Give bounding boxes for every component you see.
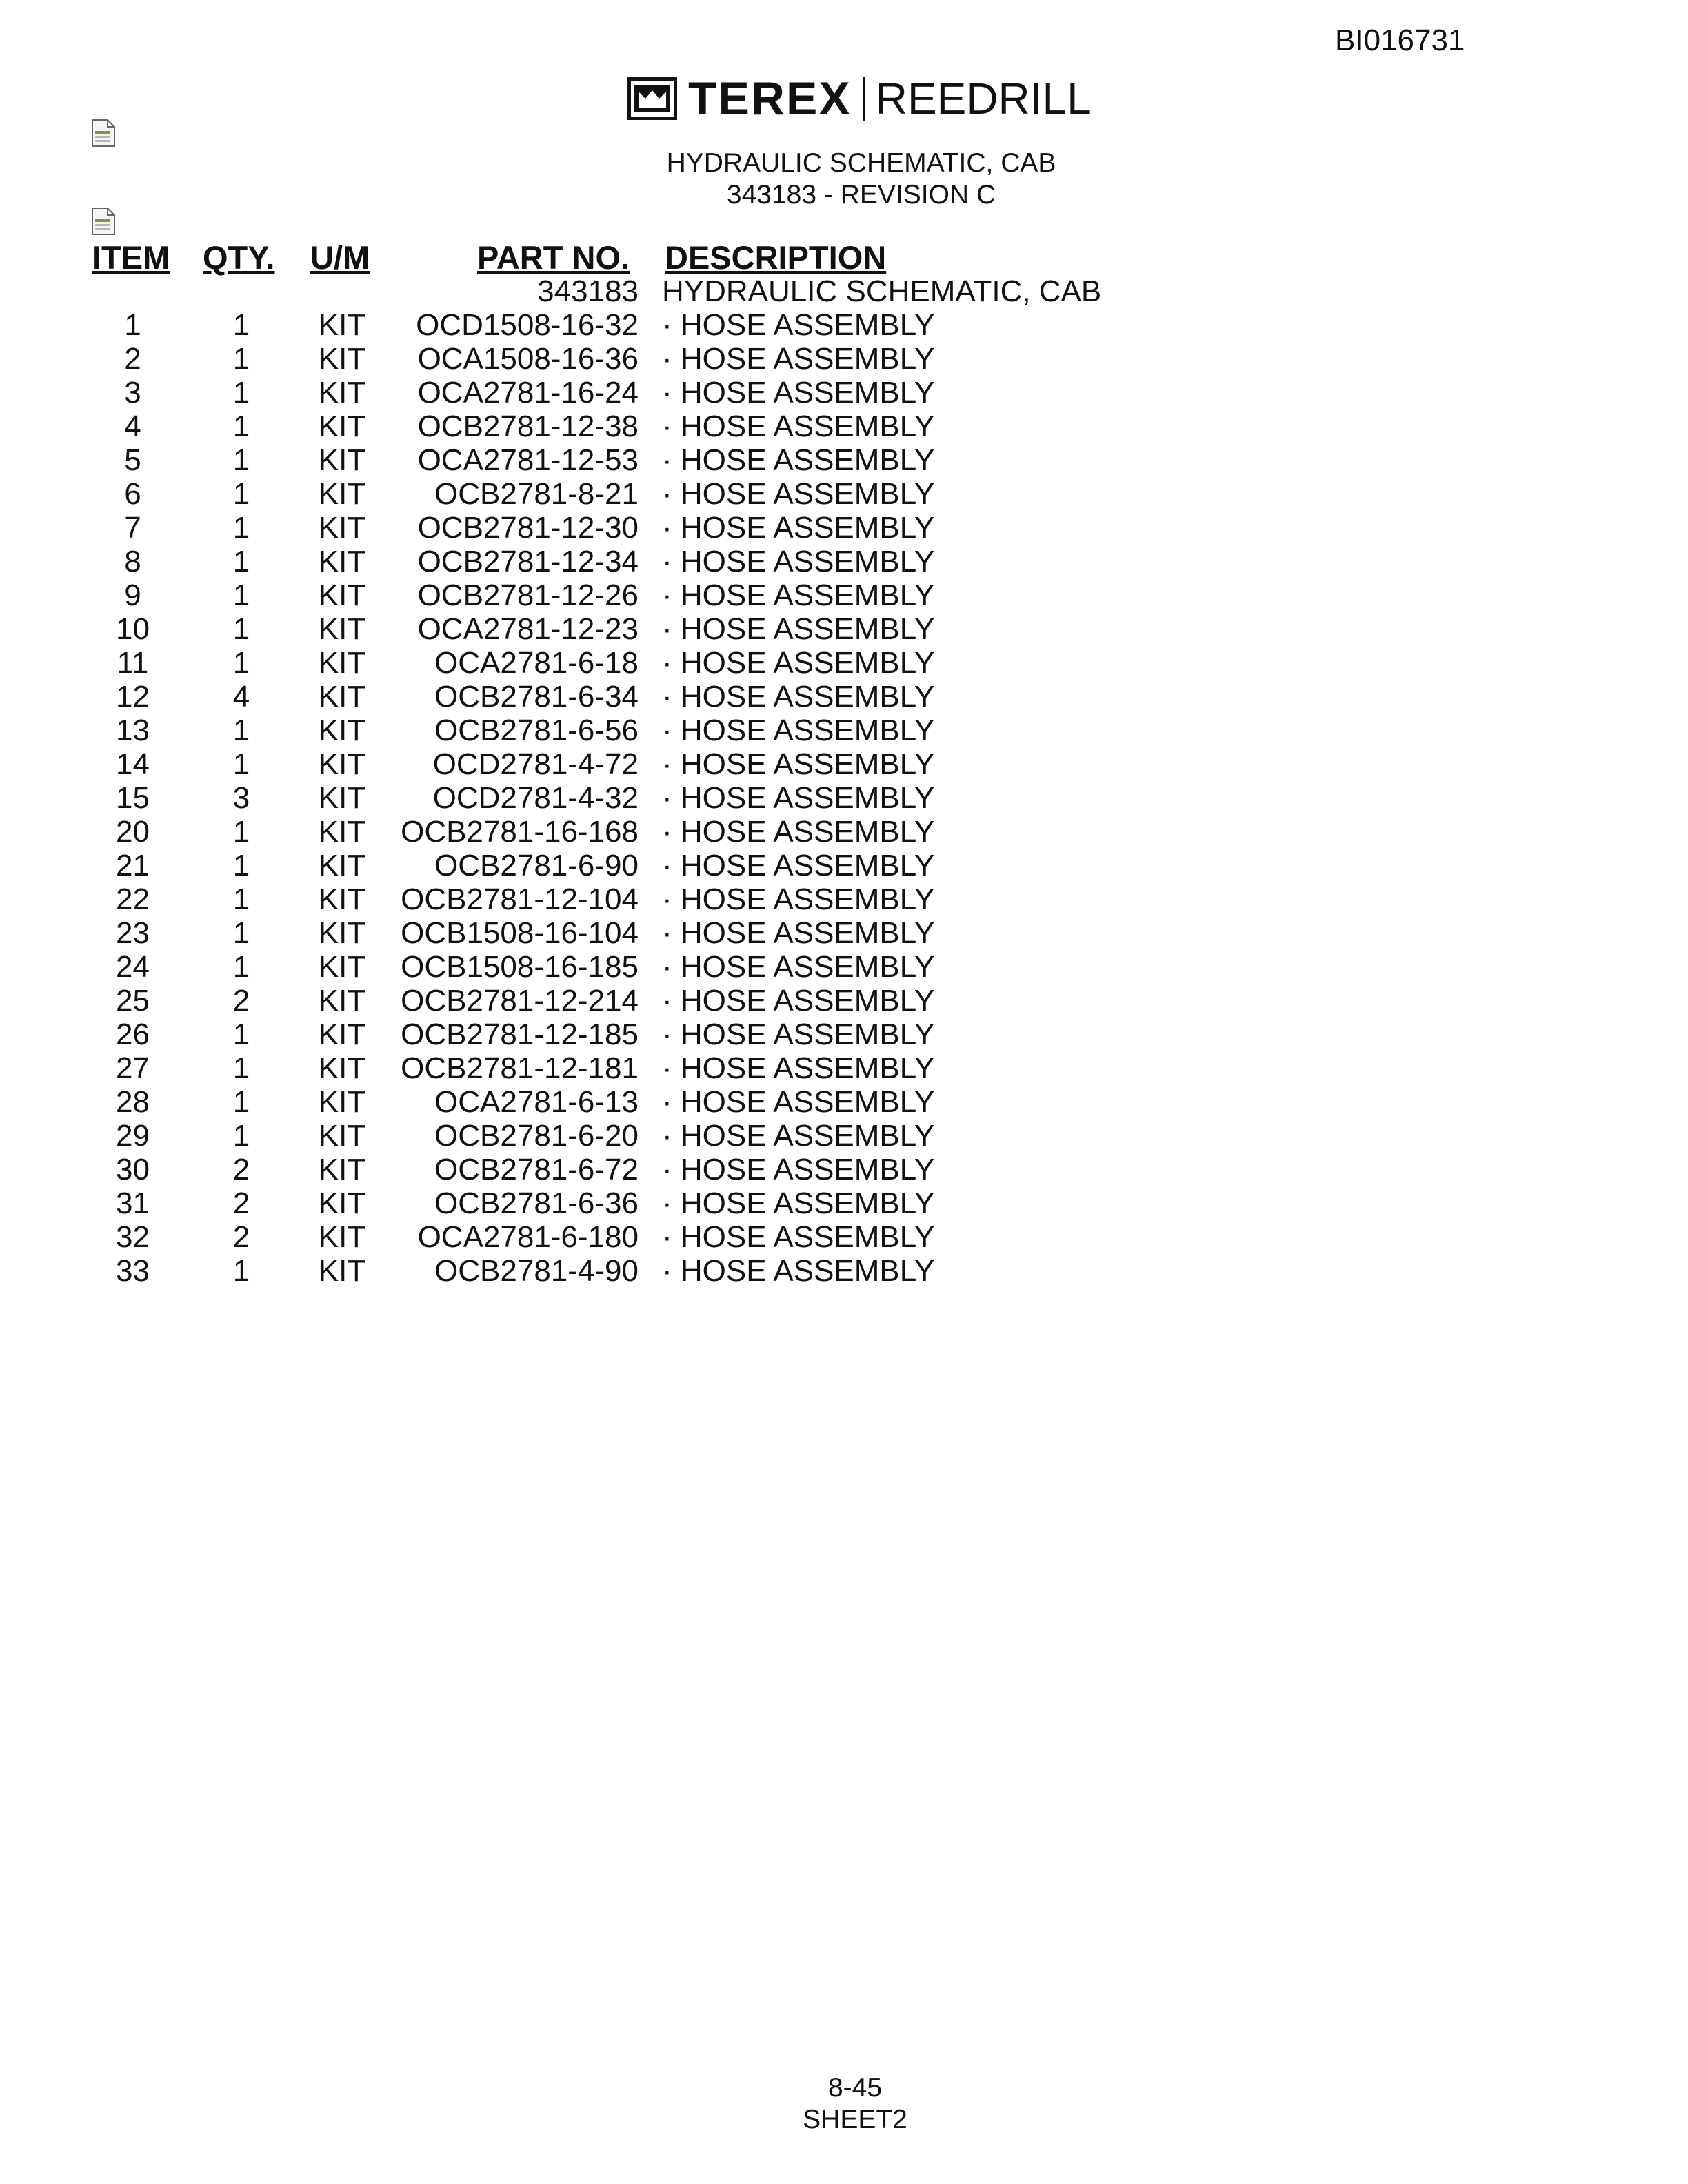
table-row [0, 950, 1688, 984]
header-um: U/M [310, 239, 370, 276]
table-row [0, 680, 1688, 714]
document-title [0, 148, 1688, 211]
item-number: 4 [124, 410, 141, 443]
part-number: OCB2781-12-185 [401, 1018, 639, 1051]
quantity: 1 [232, 578, 250, 612]
document-icon[interactable] [91, 119, 116, 148]
unit-of-measure: KIT [318, 950, 366, 984]
table-row [0, 578, 1688, 612]
unit-of-measure: KIT [318, 1018, 366, 1051]
item-number: 24 [116, 950, 150, 984]
quantity: 2 [232, 1153, 250, 1186]
quantity: 1 [232, 950, 250, 984]
item-number: 26 [116, 1018, 150, 1051]
part-number: OCB2781-6-36 [434, 1186, 639, 1220]
description: · HOSE ASSEMBLY [662, 815, 935, 849]
description: · HOSE ASSEMBLY [662, 578, 935, 612]
table-row [0, 308, 1688, 342]
quantity: 1 [232, 916, 250, 950]
part-number: OCA2781-12-53 [417, 443, 639, 477]
quantity: 1 [232, 646, 250, 680]
description: · HOSE ASSEMBLY [662, 646, 935, 680]
quantity: 1 [232, 511, 250, 545]
item-number: 8 [124, 545, 141, 578]
unit-of-measure: KIT [318, 781, 366, 815]
description: · HOSE ASSEMBLY [662, 747, 935, 781]
logo-divider [863, 77, 865, 121]
crown-icon [627, 77, 677, 120]
item-number: 23 [116, 916, 150, 950]
parent-part-no: 343183 [537, 274, 639, 308]
quantity: 1 [232, 376, 250, 410]
table-row [0, 714, 1688, 747]
terex-reedrill-logo [627, 74, 1092, 123]
header-qty: QTY. [203, 239, 275, 276]
unit-of-measure: KIT [318, 714, 366, 747]
table-row [0, 1085, 1688, 1119]
quantity: 1 [232, 815, 250, 849]
part-number: OCA2781-6-180 [417, 1220, 639, 1254]
item-number: 33 [116, 1254, 150, 1288]
table-row [0, 747, 1688, 781]
description: · HOSE ASSEMBLY [662, 714, 935, 747]
unit-of-measure: KIT [318, 443, 366, 477]
table-row [0, 781, 1688, 815]
sheet-label: SHEET2 [803, 2105, 907, 2134]
parts-rows [0, 308, 1688, 1288]
part-number: OCD2781-4-32 [432, 781, 639, 815]
part-number: OCA2781-12-23 [417, 612, 639, 646]
part-number: OCB2781-12-26 [417, 578, 639, 612]
table-row [0, 916, 1688, 950]
table-row [0, 410, 1688, 443]
part-number: OCD2781-4-72 [432, 747, 639, 781]
unit-of-measure: KIT [318, 646, 366, 680]
unit-of-measure: KIT [318, 984, 366, 1018]
unit-of-measure: KIT [318, 916, 366, 950]
description: · HOSE ASSEMBLY [662, 308, 935, 342]
quantity: 1 [232, 1051, 250, 1085]
description: · HOSE ASSEMBLY [662, 680, 935, 714]
quantity: 2 [232, 1220, 250, 1254]
quantity: 1 [232, 747, 250, 781]
item-number: 15 [116, 781, 150, 815]
description: · HOSE ASSEMBLY [662, 1186, 935, 1220]
quantity: 1 [232, 342, 250, 376]
quantity: 1 [232, 1085, 250, 1119]
logo-brand: TEREX [688, 72, 852, 125]
table-row [0, 1119, 1688, 1153]
description: · HOSE ASSEMBLY [662, 376, 935, 410]
document-icon[interactable] [91, 207, 116, 236]
description: · HOSE ASSEMBLY [662, 916, 935, 950]
table-row [0, 376, 1688, 410]
description: · HOSE ASSEMBLY [662, 612, 935, 646]
unit-of-measure: KIT [318, 410, 366, 443]
part-number: OCD1508-16-32 [416, 308, 639, 342]
part-number: OCB2781-6-56 [434, 714, 639, 747]
quantity: 3 [232, 781, 250, 815]
part-number: OCB2781-6-20 [434, 1119, 639, 1153]
unit-of-measure: KIT [318, 511, 366, 545]
header-description: DESCRIPTION [665, 239, 887, 276]
parts-list [0, 274, 1688, 1288]
unit-of-measure: KIT [318, 1051, 366, 1085]
unit-of-measure: KIT [318, 680, 366, 714]
description: · HOSE ASSEMBLY [662, 882, 935, 916]
item-number: 21 [116, 849, 150, 882]
quantity: 1 [232, 477, 250, 511]
quantity: 1 [232, 1254, 250, 1288]
quantity: 1 [232, 1119, 250, 1153]
table-row [0, 1018, 1688, 1051]
unit-of-measure: KIT [318, 1085, 366, 1119]
unit-of-measure: KIT [318, 545, 366, 578]
unit-of-measure: KIT [318, 1254, 366, 1288]
unit-of-measure: KIT [318, 815, 366, 849]
unit-of-measure: KIT [318, 578, 366, 612]
quantity: 2 [232, 1186, 250, 1220]
item-number: 6 [124, 477, 141, 511]
table-row [0, 1186, 1688, 1220]
document-id: BI016731 [1335, 23, 1465, 57]
unit-of-measure: KIT [318, 1186, 366, 1220]
quantity: 4 [232, 680, 250, 714]
quantity: 2 [232, 984, 250, 1018]
logo-product: REEDRILL [875, 74, 1092, 123]
unit-of-measure: KIT [318, 612, 366, 646]
part-number: OCB2781-6-72 [434, 1153, 639, 1186]
part-number: OCA2781-16-24 [417, 376, 639, 410]
page-footer [0, 2072, 1688, 2136]
table-row [0, 646, 1688, 680]
item-number: 28 [116, 1085, 150, 1119]
part-number: OCB2781-12-38 [417, 410, 639, 443]
description: · HOSE ASSEMBLY [662, 1018, 935, 1051]
table-row [0, 849, 1688, 882]
part-number: OCB2781-8-21 [434, 477, 639, 511]
table-row [0, 815, 1688, 849]
description: · HOSE ASSEMBLY [662, 511, 935, 545]
table-row [0, 342, 1688, 376]
item-number: 1 [124, 308, 141, 342]
parent-description: HYDRAULIC SCHEMATIC, CAB [662, 274, 1102, 308]
description: · HOSE ASSEMBLY [662, 781, 935, 815]
item-number: 32 [116, 1220, 150, 1254]
description: · HOSE ASSEMBLY [662, 1254, 935, 1288]
description: · HOSE ASSEMBLY [662, 984, 935, 1018]
part-number: OCB2781-6-90 [434, 849, 639, 882]
part-number: OCB2781-4-90 [434, 1254, 639, 1288]
part-number: OCB1508-16-104 [401, 916, 639, 950]
header-part-no: PART NO. [477, 239, 630, 276]
quantity: 1 [232, 410, 250, 443]
unit-of-measure: KIT [318, 1119, 366, 1153]
unit-of-measure: KIT [318, 849, 366, 882]
item-number: 9 [124, 578, 141, 612]
item-number: 3 [124, 376, 141, 410]
quantity: 1 [232, 612, 250, 646]
description: · HOSE ASSEMBLY [662, 950, 935, 984]
item-number: 31 [116, 1186, 150, 1220]
part-number: OCB2781-12-214 [401, 984, 639, 1018]
table-row [0, 511, 1688, 545]
description: · HOSE ASSEMBLY [662, 342, 935, 376]
quantity: 1 [232, 714, 250, 747]
item-number: 30 [116, 1153, 150, 1186]
description: · HOSE ASSEMBLY [662, 849, 935, 882]
description: · HOSE ASSEMBLY [662, 1051, 935, 1085]
item-number: 12 [116, 680, 150, 714]
unit-of-measure: KIT [318, 477, 366, 511]
item-number: 7 [124, 511, 141, 545]
parent-row [0, 274, 1688, 308]
part-number: OCB2781-16-168 [401, 815, 639, 849]
quantity: 1 [232, 443, 250, 477]
part-number: OCB1508-16-185 [401, 950, 639, 984]
part-number: OCB2781-6-34 [434, 680, 639, 714]
table-row [0, 882, 1688, 916]
item-number: 5 [124, 443, 141, 477]
part-number: OCB2781-12-181 [401, 1051, 639, 1085]
item-number: 2 [124, 342, 141, 376]
table-row [0, 612, 1688, 646]
unit-of-measure: KIT [318, 1153, 366, 1186]
unit-of-measure: KIT [318, 882, 366, 916]
part-number: OCA2781-6-18 [434, 646, 639, 680]
page-number: 8-45 [827, 2073, 883, 2103]
part-number: OCB2781-12-30 [417, 511, 639, 545]
item-number: 20 [116, 815, 150, 849]
description: · HOSE ASSEMBLY [662, 410, 935, 443]
item-number: 25 [116, 984, 150, 1018]
quantity: 1 [232, 882, 250, 916]
item-number: 29 [116, 1119, 150, 1153]
unit-of-measure: KIT [318, 1220, 366, 1254]
table-row [0, 1254, 1688, 1288]
item-number: 14 [116, 747, 150, 781]
table-row [0, 477, 1688, 511]
part-number: OCB2781-12-104 [401, 882, 639, 916]
table-row [0, 443, 1688, 477]
item-number: 11 [117, 646, 149, 680]
quantity: 1 [232, 545, 250, 578]
part-number: OCA2781-6-13 [434, 1085, 639, 1119]
header-item: ITEM [92, 239, 170, 276]
table-row [0, 984, 1688, 1018]
table-row [0, 1220, 1688, 1254]
part-number: OCB2781-12-34 [417, 545, 639, 578]
description: · HOSE ASSEMBLY [662, 545, 935, 578]
title-line-2: 343183 - REVISION C [726, 180, 996, 210]
part-number: OCA1508-16-36 [417, 342, 639, 376]
title-line-1: HYDRAULIC SCHEMATIC, CAB [666, 148, 1056, 178]
item-number: 13 [116, 714, 150, 747]
description: · HOSE ASSEMBLY [662, 1153, 935, 1186]
quantity: 1 [232, 1018, 250, 1051]
quantity: 1 [232, 308, 250, 342]
unit-of-measure: KIT [318, 376, 366, 410]
description: · HOSE ASSEMBLY [662, 443, 935, 477]
unit-of-measure: KIT [318, 747, 366, 781]
unit-of-measure: KIT [318, 342, 366, 376]
description: · HOSE ASSEMBLY [662, 1220, 935, 1254]
table-row [0, 545, 1688, 578]
item-number: 27 [116, 1051, 150, 1085]
table-row [0, 1153, 1688, 1186]
description: · HOSE ASSEMBLY [662, 477, 935, 511]
quantity: 1 [232, 849, 250, 882]
description: · HOSE ASSEMBLY [662, 1119, 935, 1153]
unit-of-measure: KIT [318, 308, 366, 342]
description: · HOSE ASSEMBLY [662, 1085, 935, 1119]
item-number: 22 [116, 882, 150, 916]
item-number: 10 [116, 612, 150, 646]
table-row [0, 1051, 1688, 1085]
